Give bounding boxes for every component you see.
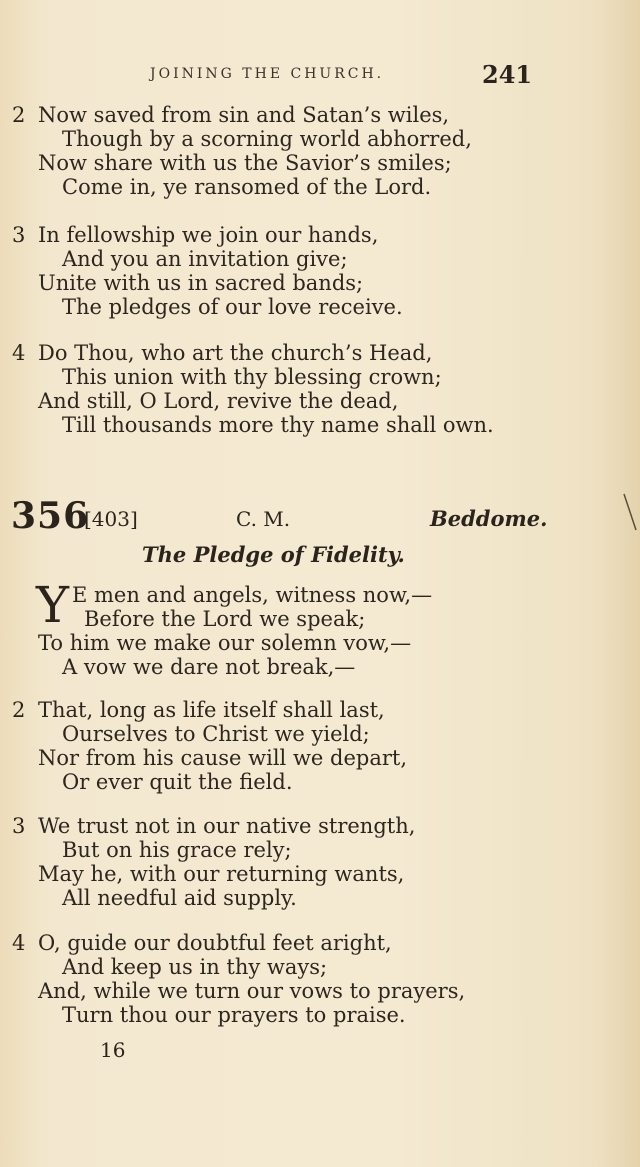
verse-line: And you an invitation give; xyxy=(62,247,348,271)
verse-line: And, while we turn our vows to prayers, xyxy=(38,979,466,1003)
verse-line: And still, O Lord, revive the dead, xyxy=(38,389,399,413)
verse-line: A vow we dare not break,— xyxy=(62,655,356,679)
drop-cap: Y xyxy=(36,576,70,634)
verse-line: O, guide our doubtful feet aright, xyxy=(38,931,392,955)
verse-line: Till thousands more thy name shall own. xyxy=(62,413,494,437)
verse-line: All needful aid supply. xyxy=(62,886,297,910)
verse-line: Come in, ye ransomed of the Lord. xyxy=(62,175,432,199)
verse-line: The pledges of our love receive. xyxy=(62,295,403,319)
hymn-title: The Pledge of Fidelity. xyxy=(142,542,405,567)
verse-line: Or ever quit the field. xyxy=(62,770,293,794)
stanza-number: 3 xyxy=(12,223,26,247)
verse-line: But on his grace rely; xyxy=(62,838,292,862)
stanza-number: 4 xyxy=(12,931,26,955)
verse-line: Nor from his cause will we depart, xyxy=(38,746,408,770)
verse-line: E men and angels, witness now,— xyxy=(72,583,433,607)
verse-line: Turn thou our prayers to praise. xyxy=(62,1003,406,1027)
hymn-number: 356 xyxy=(11,495,90,537)
hymn-alt-number: [403] xyxy=(84,507,138,531)
stanza-number: 4 xyxy=(12,341,26,365)
verse-line: That, long as life itself shall last, xyxy=(38,698,385,722)
stanza-number: 3 xyxy=(12,814,26,838)
verse-line: Before the Lord we speak; xyxy=(84,607,366,631)
verse-line: Though by a scorning world abhorred, xyxy=(62,127,472,151)
signature-mark: 16 xyxy=(100,1038,126,1062)
verse-line: Do Thou, who art the church’s Head, xyxy=(38,341,433,365)
verse-line: Ourselves to Christ we yield; xyxy=(62,722,370,746)
hymn-author: Beddome. xyxy=(430,506,548,531)
stanza-number: 2 xyxy=(12,698,26,722)
verse-line: We trust not in our native strength, xyxy=(38,814,416,838)
verse-line: And keep us in thy ways; xyxy=(62,955,328,979)
stanza-number: 2 xyxy=(12,103,26,127)
verse-line: Unite with us in sacred bands; xyxy=(38,271,364,295)
running-head: JOINING THE CHURCH. xyxy=(150,66,385,82)
verse-line: This union with thy blessing crown; xyxy=(62,365,442,389)
page-number: 241 xyxy=(482,60,533,89)
verse-line: In fellowship we join our hands, xyxy=(38,223,379,247)
verse-line: Now share with us the Savior’s smiles; xyxy=(38,151,452,175)
hymn-meter: C. M. xyxy=(236,507,291,531)
verse-line: May he, with our returning wants, xyxy=(38,862,405,886)
verse-line: Now saved from sin and Satan’s wiles, xyxy=(38,103,450,127)
verse-line: To him we make our solemn vow,— xyxy=(38,631,412,655)
page-edge-mark xyxy=(622,490,640,540)
